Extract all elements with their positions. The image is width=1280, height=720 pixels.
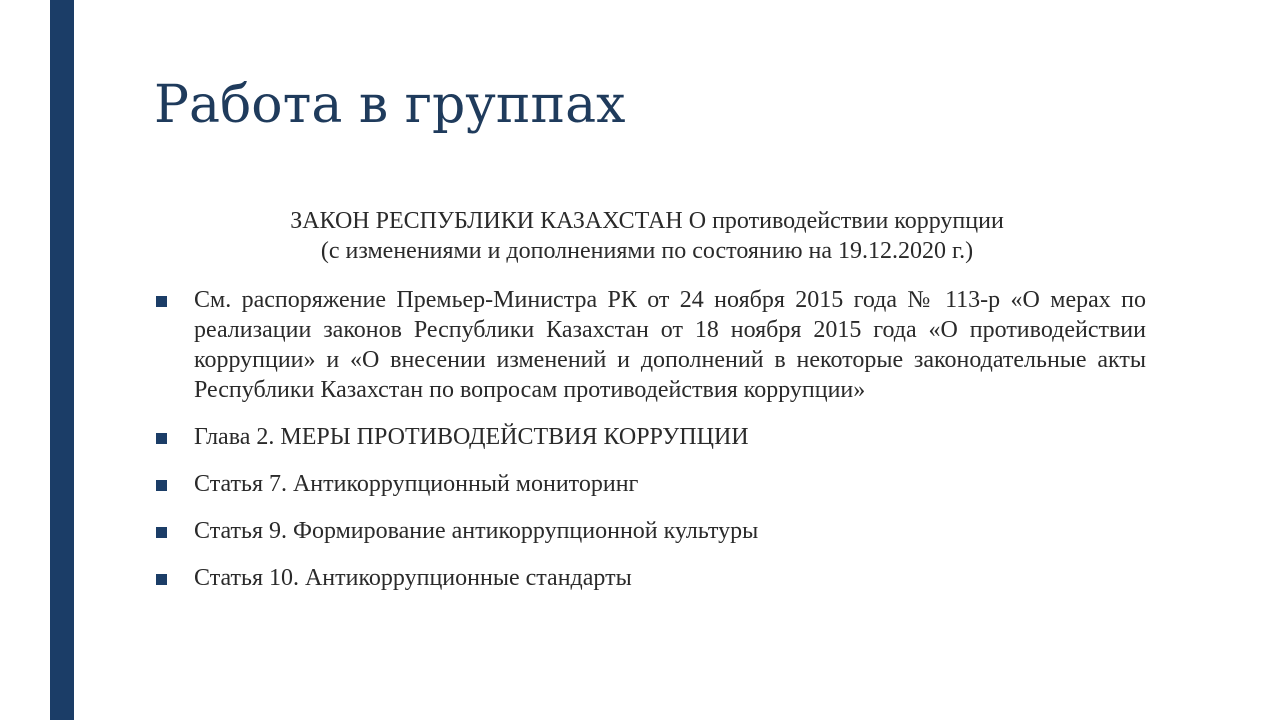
law-heading [160, 206, 1134, 266]
bullet-text: Глава 2. МЕРЫ ПРОТИВОДЕЙСТВИЯ КОРРУПЦИИ [194, 424, 749, 450]
square-bullet-icon [156, 433, 167, 444]
bullet-item-order [156, 285, 1146, 405]
law-heading-line-2: (с изменениями и дополнениями по состоянию на 19.12.2020 г.) [320, 238, 974, 264]
bullet-list [156, 285, 1146, 593]
slide-title: Работа в группах [154, 75, 626, 135]
square-bullet-icon [156, 480, 167, 491]
bullet-text: См. распоряжение Премьер-Министра РК от 24 ноября 2015 года № 113-р «О мерах по реализации законов Республики Казахстан от 18 ноября 2015 года «О противодействии коррупции» и «О внесении изменений и дополнений в некоторые законодательные акты Республики Казахстан по вопросам противодействия коррупции» [194, 287, 1146, 403]
bullet-item-article-9 [156, 516, 1146, 546]
square-bullet-icon [156, 527, 167, 538]
bullet-text: Статья 7. Антикоррупционный мониторинг [194, 471, 639, 497]
bullet-item-chapter-2 [156, 422, 1146, 452]
square-bullet-icon [156, 574, 167, 585]
accent-bar [50, 0, 74, 720]
bullet-text: Статья 9. Формирование антикоррупционной культуры [194, 518, 759, 544]
bullet-text: Статья 10. Антикоррупционные стандарты [194, 565, 632, 591]
law-heading-line-1: ЗАКОН РЕСПУБЛИКИ КАЗАХСТАН О противодействии коррупции [290, 208, 1004, 234]
square-bullet-icon [156, 296, 167, 307]
bullet-item-article-10 [156, 563, 1146, 593]
bullet-item-article-7 [156, 469, 1146, 499]
